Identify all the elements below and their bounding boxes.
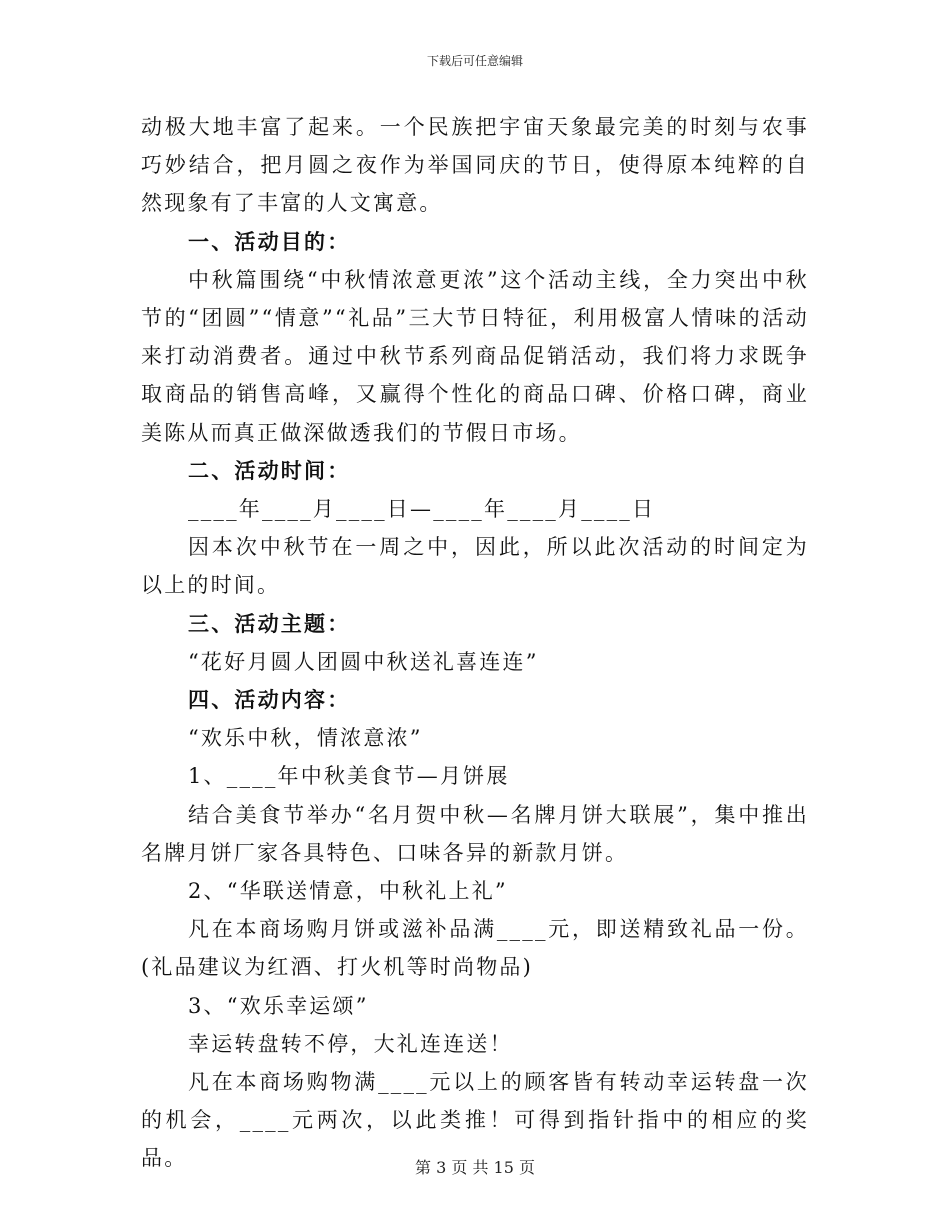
paragraph-item-2-detail: 凡在本商场购月饼或滋补品满____元，即送精致礼品一份。(礼品建议为红酒、打火机等时尚物品) xyxy=(141,917,809,980)
paragraph-time-note: 因本次中秋节在一周之中，因此，所以此次活动的时间定为以上的时间。 xyxy=(141,535,809,598)
section-heading-theme: 三、活动主题： xyxy=(188,611,351,636)
paragraph-content-title: “欢乐中秋，情浓意浓” xyxy=(188,726,423,751)
section-heading-purpose: 一、活动目的： xyxy=(188,229,351,254)
paragraph-theme: “花好月圆人团圆中秋送礼喜连连” xyxy=(188,649,539,674)
list-item-3: 3、“欢乐幸运颂” xyxy=(188,993,369,1018)
document-body xyxy=(141,108,809,1178)
page-footer: 第 3 页 共 15 页 xyxy=(415,1158,535,1177)
paragraph-intro-continuation: 动极大地丰富了起来。一个民族把宇宙天象最完美的时刻与农事巧妙结合，把月圆之夜作为举国同庆的节日，使得原本纯粹的自然现象有了丰富的人文寓意。 xyxy=(141,115,809,216)
list-item-1: 1、____年中秋美食节—月饼展 xyxy=(188,764,510,789)
paragraph-item-3-detail: 凡在本商场购物满____元以上的顾客皆有转动幸运转盘一次的机会，____元两次，以此类推！可得到指针指中的相应的奖品。 xyxy=(141,1070,809,1171)
list-item-2: 2、“华联送情意，中秋礼上礼” xyxy=(188,879,508,904)
paragraph-item-1-detail: 结合美食节举办“名月贺中秋—名牌月饼大联展”，集中推出名牌月饼厂家各具特色、口味各异的新款月饼。 xyxy=(141,802,809,865)
paragraph-date-range: ____年____月____日—____年____月____日 xyxy=(188,497,656,522)
section-heading-content: 四、活动内容： xyxy=(188,688,351,713)
paragraph-purpose: 中秋篇围绕“中秋情浓意更浓”这个活动主线，全力突出中秋节的“团圆”“情意”“礼品”三大节日特征，利用极富人情味的活动来打动消费者。通过中秋节系列商品促销活动，我们将力求既争取商品的销售高峰，又赢得个性化的商品口碑、价格口碑，商业美陈从而真正做深做透我们的节假日市场。 xyxy=(141,267,809,445)
page-header: 下载后可任意编辑 xyxy=(426,54,523,68)
paragraph-item-3-slogan: 幸运转盘转不停，大礼连连送！ xyxy=(188,1031,513,1056)
section-heading-time: 二、活动时间： xyxy=(188,458,351,483)
